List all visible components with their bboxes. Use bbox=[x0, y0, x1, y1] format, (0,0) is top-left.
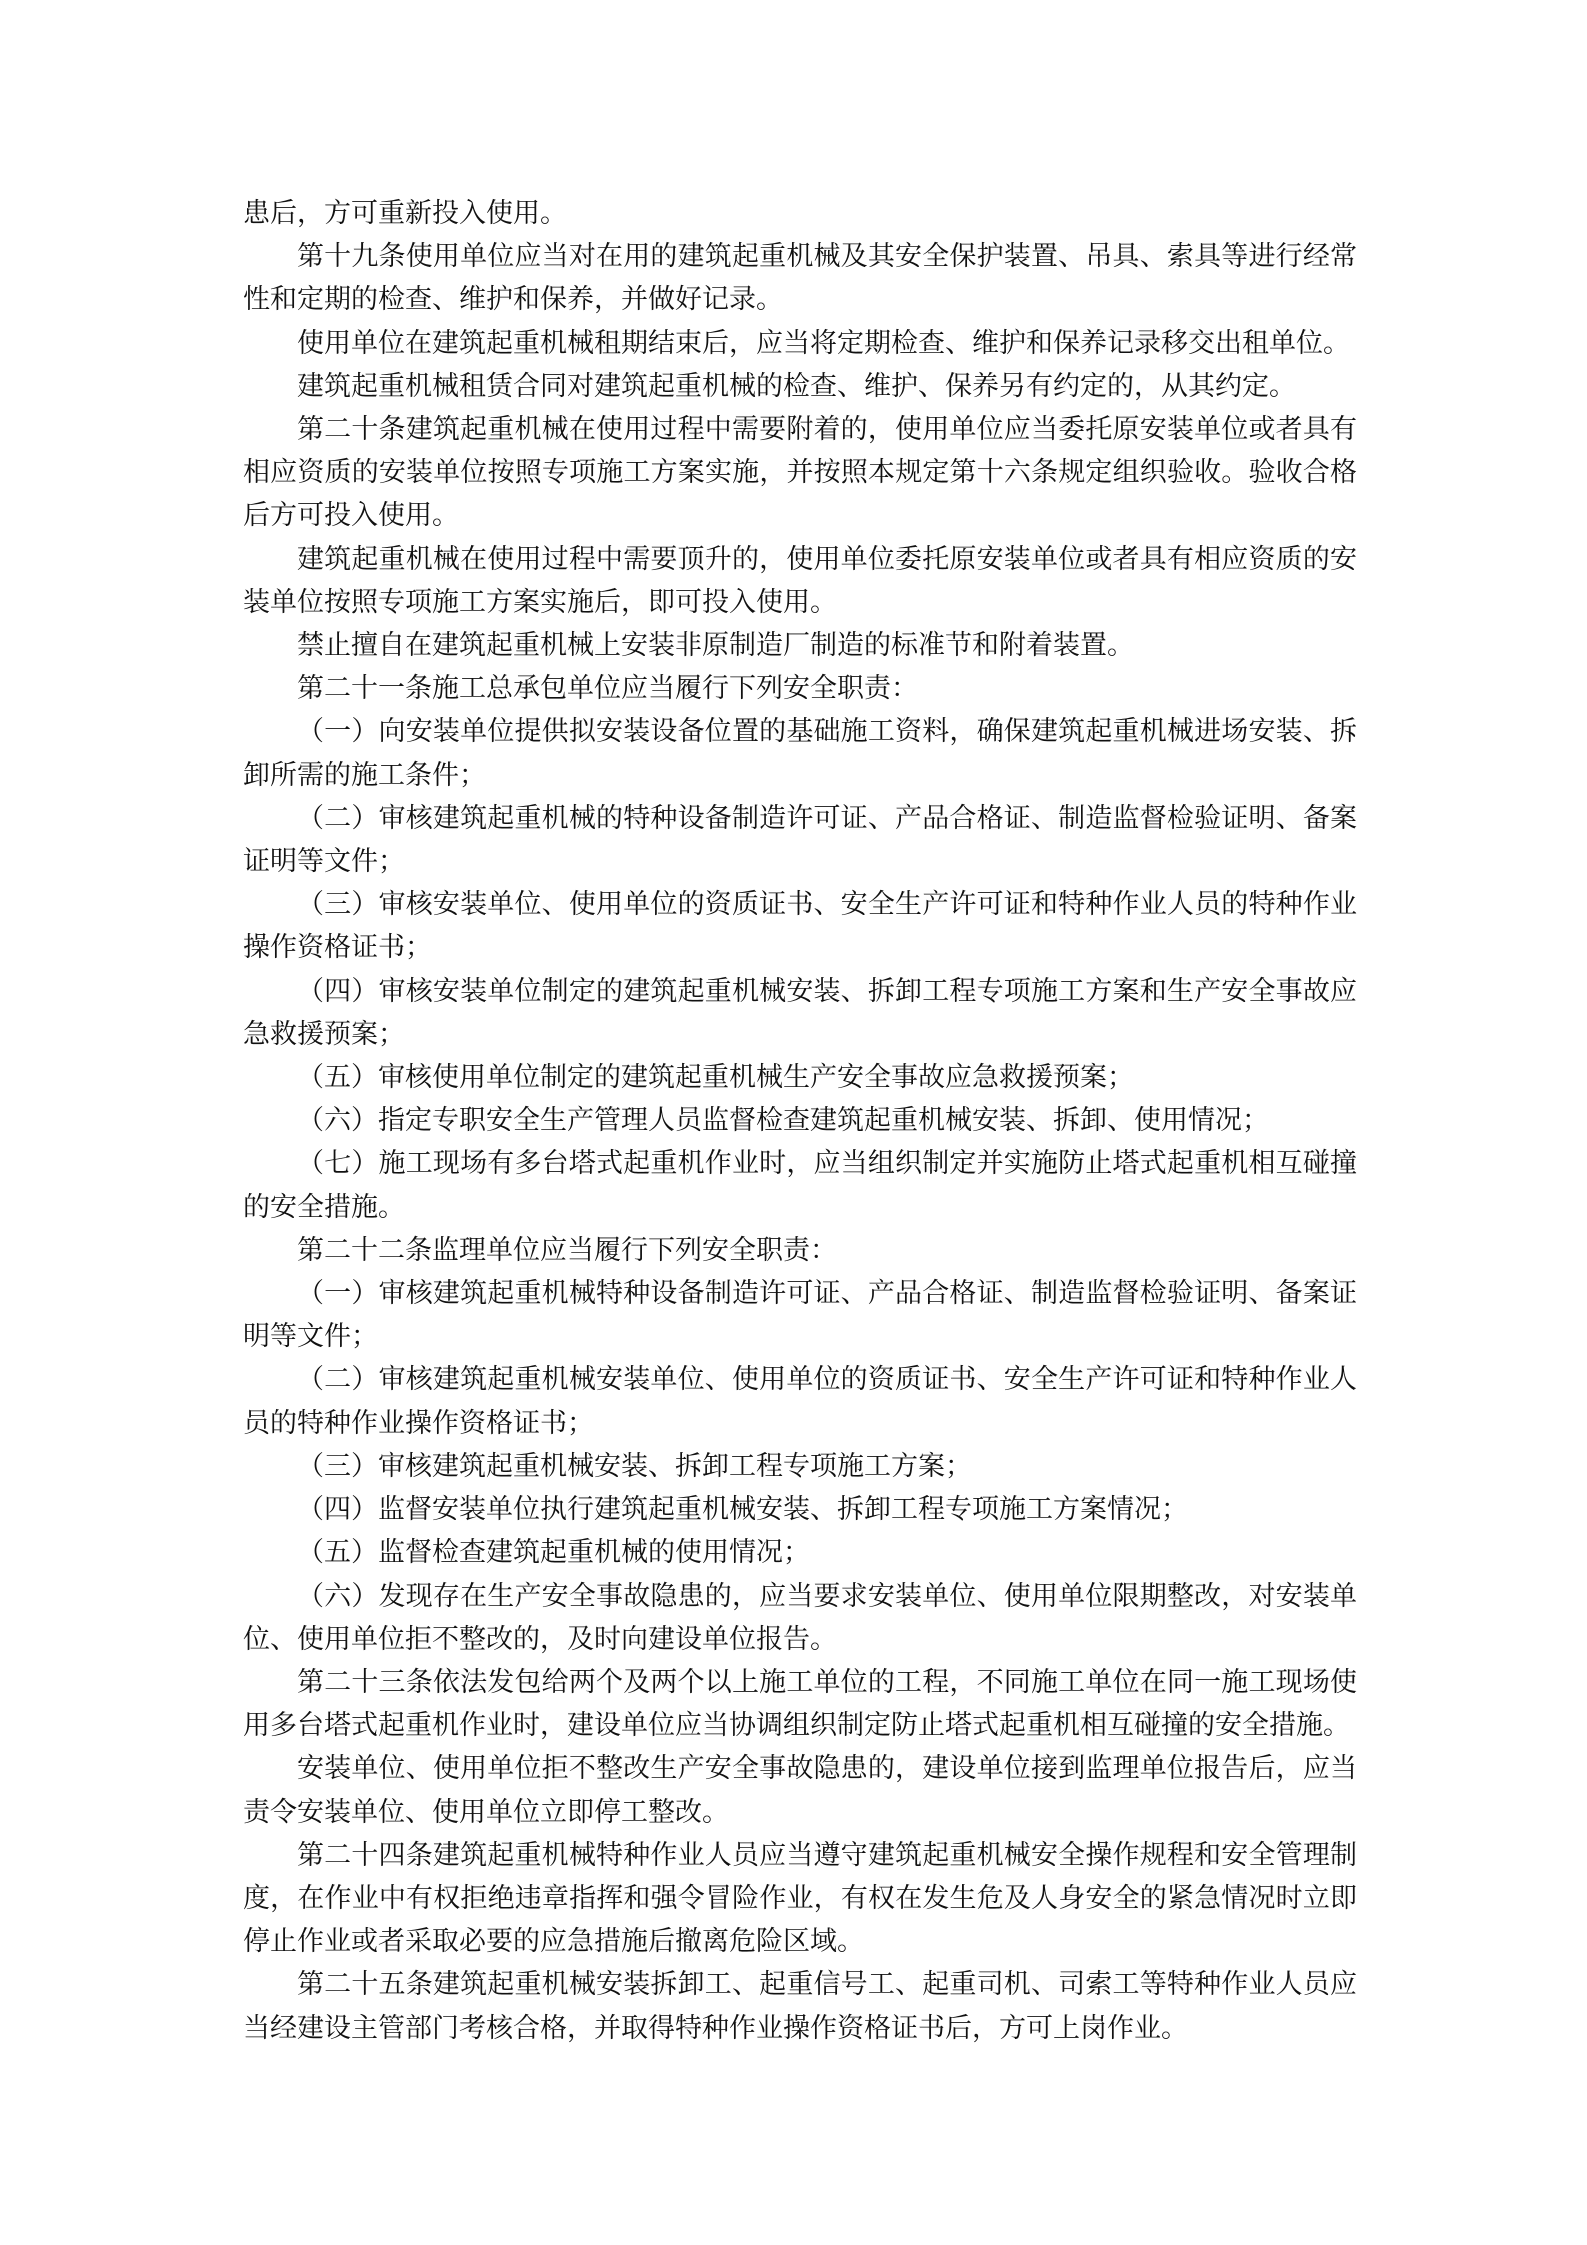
paragraph: 第二十一条施工总承包单位应当履行下列安全职责： bbox=[297, 673, 918, 705]
paragraph: 建筑起重机械租赁合同对建筑起重机械的检查、维护、保养另有约定的，从其约定。 bbox=[297, 370, 1296, 402]
paragraph: （二）审核建筑起重机械安装单位、使用单位的资质证书、安全生产许可证和特种作业人员的特种作业操作资格证书； bbox=[243, 1364, 1357, 1439]
paragraph: （一）向安装单位提供拟安装设备位置的基础施工资料，确保建筑起重机械进场安装、拆卸所需的施工条件； bbox=[243, 716, 1357, 791]
paragraph: （六）指定专职安全生产管理人员监督检查建筑起重机械安装、拆卸、使用情况； bbox=[297, 1105, 1269, 1137]
paragraph: 第二十条建筑起重机械在使用过程中需要附着的，使用单位应当委托原安装单位或者具有相应资质的安装单位按照专项施工方案实施，并按照本规定第十六条规定组织验收。验收合格后方可投入使用。 bbox=[243, 414, 1357, 532]
paragraph: 第二十二条监理单位应当履行下列安全职责： bbox=[297, 1234, 837, 1266]
paragraph: （三）审核安装单位、使用单位的资质证书、安全生产许可证和特种作业人员的特种作业操作资格证书； bbox=[243, 889, 1357, 964]
paragraph: （四）审核安装单位制定的建筑起重机械安装、拆卸工程专项施工方案和生产安全事故应急救援预案； bbox=[243, 975, 1357, 1050]
paragraph: 安装单位、使用单位拒不整改生产安全事故隐患的，建设单位接到监理单位报告后，应当责令安装单位、使用单位立即停工整改。 bbox=[243, 1753, 1357, 1828]
paragraph: （五）审核使用单位制定的建筑起重机械生产安全事故应急救援预案； bbox=[297, 1062, 1134, 1094]
paragraph: （一）审核建筑起重机械特种设备制造许可证、产品合格证、制造监督检验证明、备案证明等文件； bbox=[243, 1278, 1357, 1353]
paragraph: 第二十四条建筑起重机械特种作业人员应当遵守建筑起重机械安全操作规程和安全管理制度，在作业中有权拒绝违章指挥和强令冒险作业，有权在发生危及人身安全的紧急情况时立即停止作业或者采取必要的应急措施后撤离危险区域。 bbox=[243, 1839, 1357, 1958]
paragraph: 患后，方可重新投入使用。 bbox=[243, 198, 567, 229]
paragraph: （七）施工现场有多台塔式起重机作业时，应当组织制定并实施防止塔式起重机相互碰撞的安全措施。 bbox=[243, 1148, 1357, 1223]
paragraph: （二）审核建筑起重机械的特种设备制造许可证、产品合格证、制造监督检验证明、备案证明等文件； bbox=[243, 802, 1357, 878]
paragraph: 使用单位在建筑起重机械租期结束后，应当将定期检查、维护和保养记录移交出租单位。 bbox=[297, 327, 1350, 359]
paragraph: （四）监督安装单位执行建筑起重机械安装、拆卸工程专项施工方案情况； bbox=[297, 1494, 1188, 1526]
document-page bbox=[243, 192, 1357, 2050]
paragraph: （五）监督检查建筑起重机械的使用情况； bbox=[297, 1537, 810, 1569]
paragraph: （六）发现存在生产安全事故隐患的，应当要求安装单位、使用单位限期整改，对安装单位、使用单位拒不整改的，及时向建设单位报告。 bbox=[243, 1580, 1357, 1655]
paragraph: 禁止擅自在建筑起重机械上安装非原制造厂制造的标准节和附着装置。 bbox=[297, 630, 1134, 662]
paragraph: 第二十五条建筑起重机械安装拆卸工、起重信号工、起重司机、司索工等特种作业人员应当经建设主管部门考核合格，并取得特种作业操作资格证书后，方可上岗作业。 bbox=[243, 1969, 1357, 2044]
paragraph: （三）审核建筑起重机械安装、拆卸工程专项施工方案； bbox=[297, 1450, 972, 1482]
paragraph: 第二十三条依法发包给两个及两个以上施工单位的工程，不同施工单位在同一施工现场使用多台塔式起重机作业时，建设单位应当协调组织制定防止塔式起重机相互碰撞的安全措施。 bbox=[243, 1666, 1357, 1742]
paragraph: 建筑起重机械在使用过程中需要顶升的，使用单位委托原安装单位或者具有相应资质的安装单位按照专项施工方案实施后，即可投入使用。 bbox=[243, 543, 1357, 618]
paragraph: 第十九条使用单位应当对在用的建筑起重机械及其安全保护装置、吊具、索具等进行经常性和定期的检查、维护和保养，并做好记录。 bbox=[243, 241, 1357, 316]
